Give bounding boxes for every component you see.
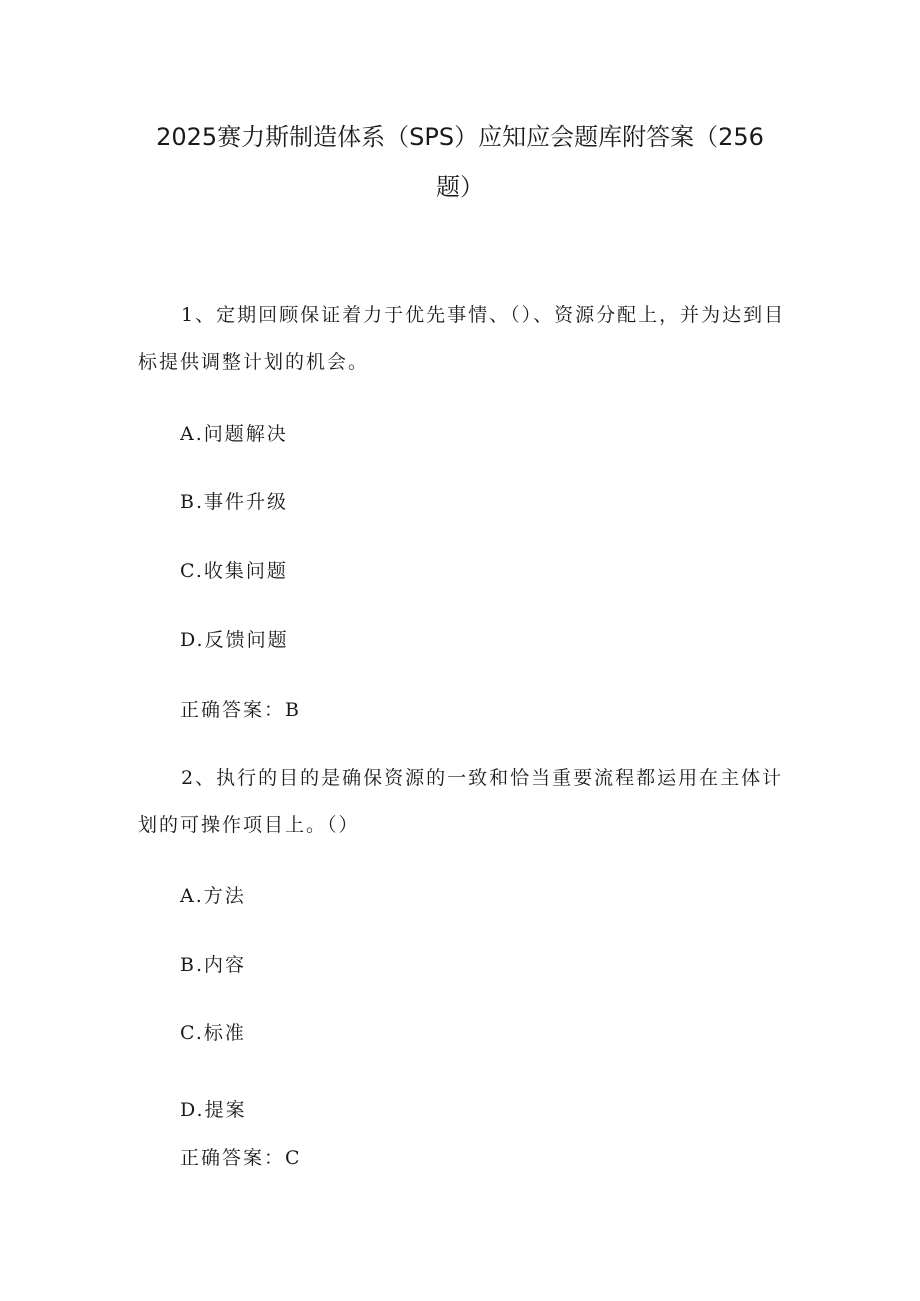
question-1-answer: 正确答案：B (180, 699, 301, 721)
question-2-option-d: D.提案 (180, 1099, 247, 1121)
question-2-answer: 正确答案：C (180, 1147, 302, 1169)
question-1-option-d: D.反馈问题 (180, 629, 289, 651)
title-line-2: 题） (436, 173, 484, 201)
question-2-stem: 2、执行的目的是确保资源的一致和恰当重要流程都运用在主体计划的可操作项目上。（） (138, 767, 784, 836)
question-1-stem: 1、定期回顾保证着力于优先事情、（）、资源分配上，并为达到目标提供调整计划的机会。 (138, 304, 786, 373)
title-line-1: 2025赛力斯制造体系（SPS）应知应会题库附答案（256 (156, 123, 764, 151)
question-2-option-a: A.方法 (180, 885, 246, 907)
question-1-option-a: A.问题解决 (180, 423, 288, 445)
question-1-option-b: B.事件升级 (180, 491, 289, 513)
question-1-option-c: C.收集问题 (180, 560, 288, 582)
document-title (0, 112, 920, 212)
question-2-option-b: B.内容 (180, 954, 247, 976)
question-2-option-c: C.标准 (180, 1022, 246, 1044)
